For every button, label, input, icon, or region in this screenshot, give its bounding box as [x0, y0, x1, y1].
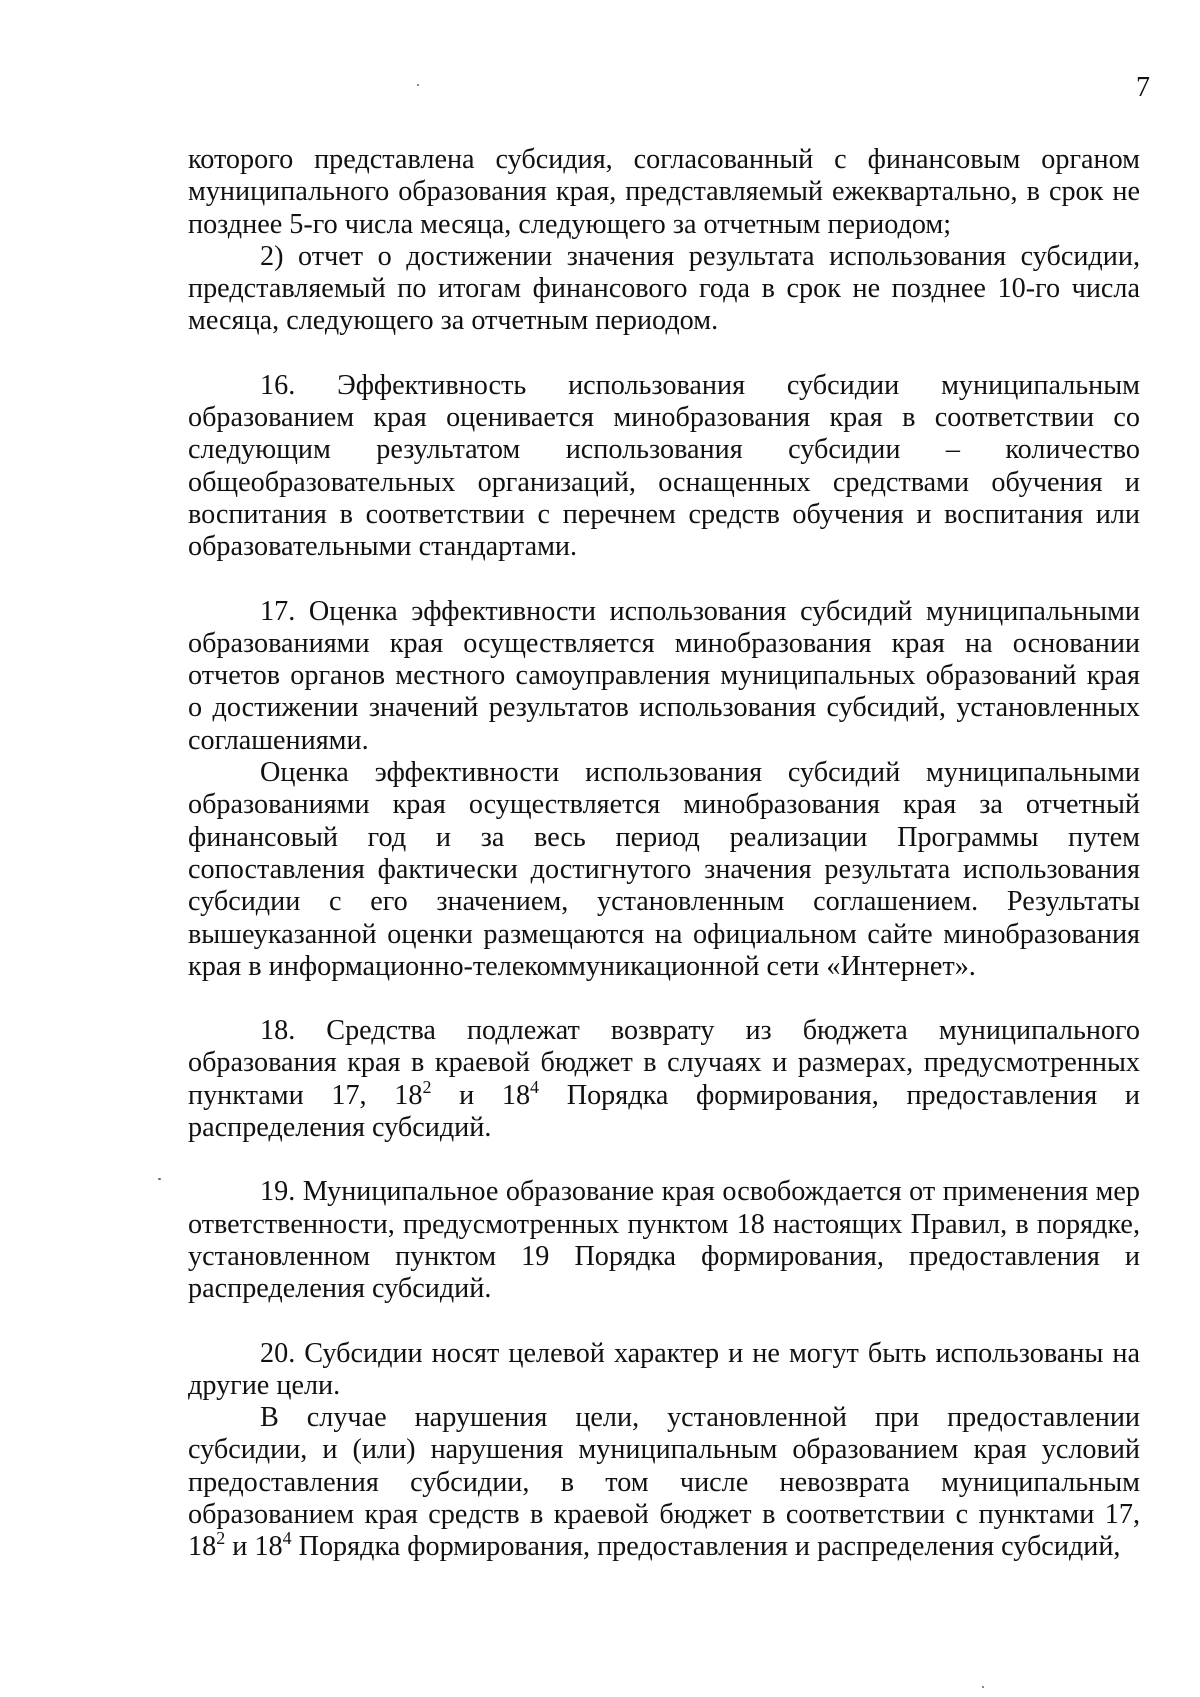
paragraph-20-text-b: и 18	[225, 1531, 283, 1563]
paragraph-17-second: Оценка эффективности использования субсидий муниципальными образованиями края осуществляется минобразования края за отчетный финансовый год и за весь период реализации Программы путем сопоставления фактически достигнутого значения результата использования субсидии с его значением, установленным соглашением. Результаты вышеуказанной оценки размещаются на официальном сайте минобразования края в информационно-телекоммуникационной сети «Интернет».	[188, 757, 1140, 982]
paragraph-20-text-a: В случае нарушения цели, установленной при предоставлении субсидии, и (или) нарушения муниципальным образованием края условий предоставления субсидии, в том числе невозврата муниципальным образованием края средств в краевой бюджет в соответствии с пунктами 17, 18	[188, 1402, 1140, 1563]
superscript: 4	[282, 1528, 292, 1549]
paragraph-17: 17. Оценка эффективности использования субсидий муниципальными образованиями края осуществляется минобразования края на основании отчетов органов местного самоуправления муниципальных образований края о достижении значений результатов использования субсидий, установленных соглашениями.	[188, 595, 1140, 756]
paragraph-20: 20. Субсидии носят целевой характер и не могут быть использованы на другие цели.	[188, 1337, 1140, 1401]
paragraph-20-text-c: Порядка формирования, предоставления и распределения субсидий,	[291, 1531, 1121, 1563]
paragraph-18	[188, 1015, 1140, 1144]
superscript: 4	[530, 1076, 540, 1097]
paragraph-gap	[188, 1144, 1140, 1176]
superscript: 2	[216, 1528, 226, 1549]
scan-speck	[982, 1686, 984, 1688]
paragraph-item-2: 2) отчет о достижении значения результата использования субсидии, представляемый по итогам финансового года в срок не позднее 10-го числа месяца, следующего за отчетным периодом.	[188, 240, 1140, 337]
paragraph-continuation: которого представлена субсидия, согласованный с финансовым органом муниципального образования края, представляемый ежеквартально, в срок не позднее 5-го числа месяца, следующего за отчетным периодом;	[188, 144, 1140, 240]
paragraph-gap	[188, 983, 1140, 1015]
page-number: 7	[1136, 72, 1150, 103]
paragraph-18-text-a: 18. Средства подлежат возврату из бюджета муниципального образования края в краевой бюджет в случаях и размерах, предусмотренных пунктами 17, 18	[188, 1015, 1140, 1111]
scan-speck	[417, 84, 419, 86]
paragraph-18-text-c: Порядка формирования, предоставления и распределения субсидий.	[188, 1079, 1140, 1144]
paragraph-16: 16. Эффективность использования субсидии муниципальным образованием края оценивается минобразования края в соответствии со следующим результатом использования субсидии – количество общеобразовательных организаций, оснащенных средствами обучения и воспитания в соответствии с перечнем средств обучения и воспитания или образовательными стандартами.	[188, 369, 1140, 563]
scan-speck	[158, 1178, 161, 1180]
paragraph-18-text-b: и 18	[431, 1079, 531, 1111]
paragraph-20-second	[188, 1402, 1140, 1563]
document-body	[188, 144, 1140, 1564]
superscript: 2	[422, 1076, 432, 1097]
paragraph-gap	[188, 564, 1140, 596]
paragraph-gap	[188, 1306, 1140, 1338]
paragraph-gap	[188, 338, 1140, 370]
paragraph-19: 19. Муниципальное образование края освобождается от применения мер ответственности, предусмотренных пунктом 18 настоящих Правил, в порядке, установленном пунктом 19 Порядка формирования, предоставления и распределения субсидий.	[188, 1176, 1140, 1305]
